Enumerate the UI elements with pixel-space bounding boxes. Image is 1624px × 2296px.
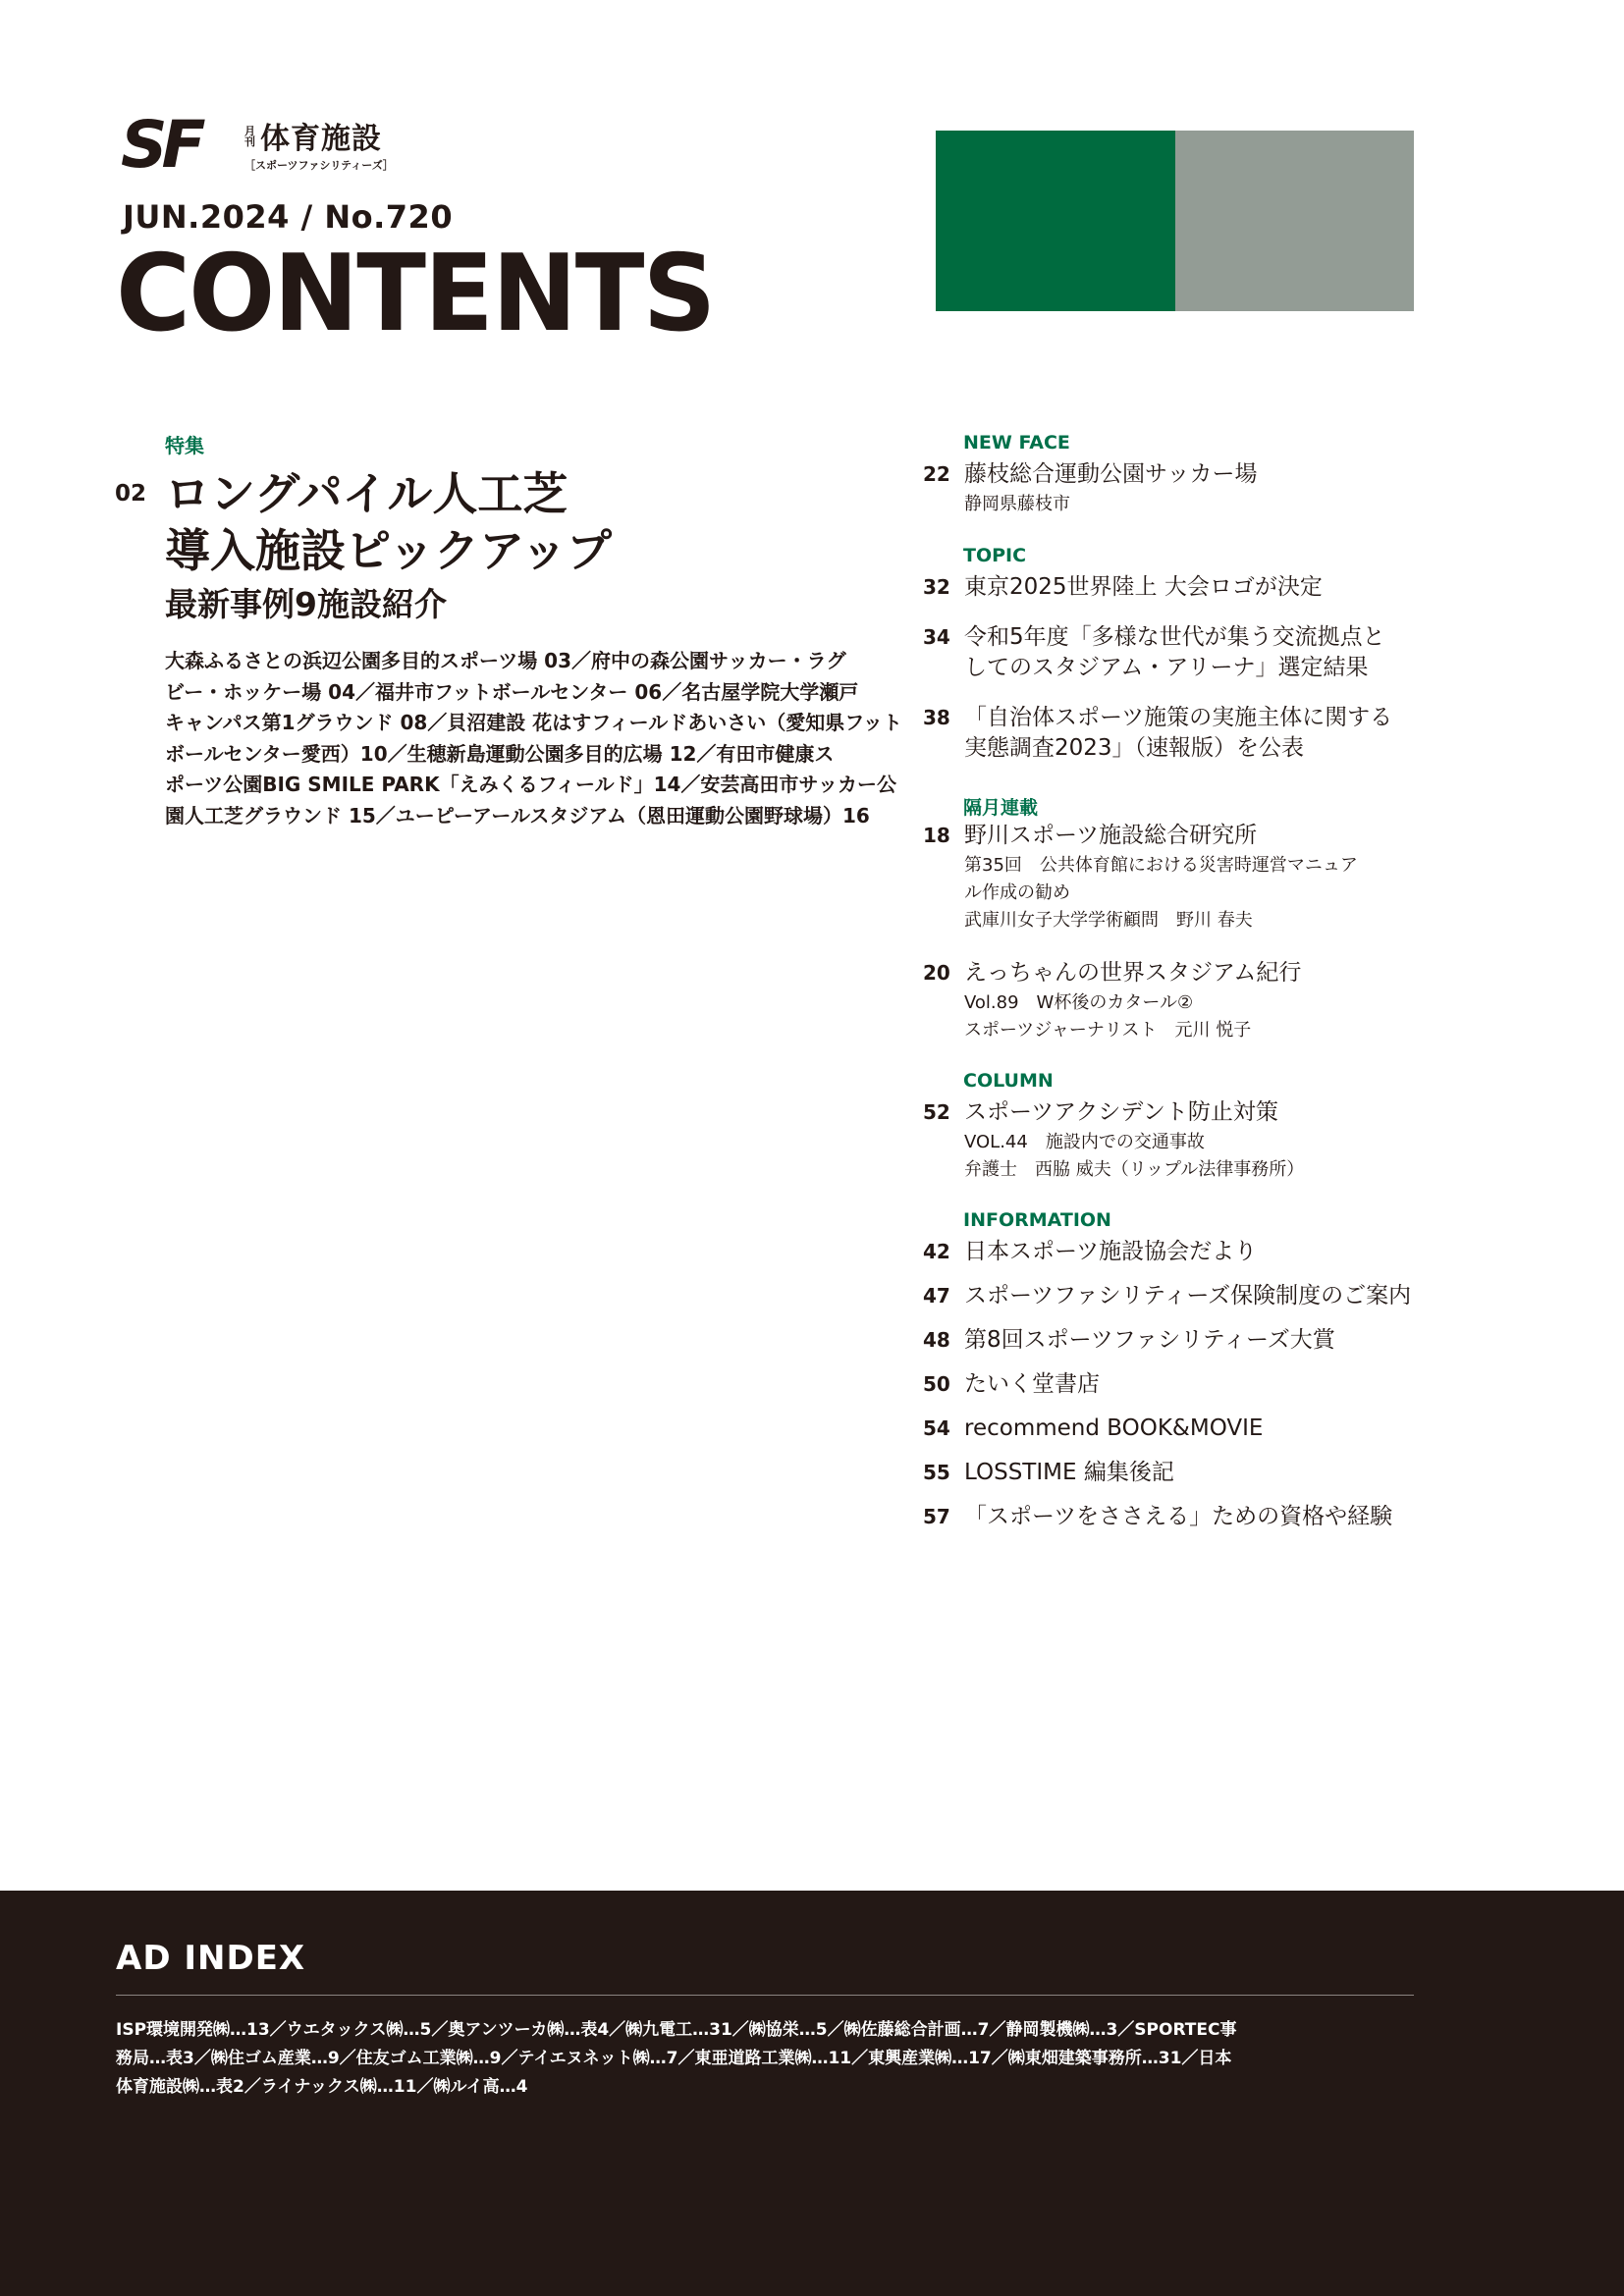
section-label-bimonthly: 隔月連載: [963, 797, 1039, 819]
toc-title-line: してのスタジアム・アリーナ」選定結果: [964, 655, 1369, 680]
feature-title-line: ロングパイル人工芝: [165, 467, 568, 520]
feature-body-line: 園人工芝グラウンド 15／ユーピーアールスタジアム（恩田運動公園野球場）16: [165, 803, 870, 828]
feature-subtitle: 最新事例9施設紹介: [165, 585, 447, 623]
ad-index-list: [116, 2016, 1422, 2102]
toc-page-number: 50: [923, 1372, 950, 1396]
logo-sf-mark: SF: [121, 107, 200, 183]
toc-subtitle: [964, 989, 1251, 1044]
toc-page-number: 47: [923, 1284, 950, 1308]
logo-magazine-name: 体育施設: [260, 122, 382, 156]
toc-subtitle-line: 弁護士 西脇 威夫（リップル法律事務所）: [964, 1159, 1305, 1180]
toc-title: [964, 622, 1385, 683]
toc-page-number: 18: [923, 824, 950, 847]
feature-body-line: ボールセンター愛西）10／生穂新島運動公園多目的広場 12／有田市健康ス: [165, 741, 835, 766]
logo-monthly-label: 月刊: [244, 125, 255, 148]
ad-index-title: AD INDEX: [116, 1939, 306, 1978]
toc-subtitle-line: 第35回 公共体育館における災害時運営マニュア: [964, 855, 1358, 876]
toc-title: 第8回スポーツファシリティーズ大賞: [964, 1327, 1335, 1353]
toc-title: [964, 572, 1323, 603]
page-title: CONTENTS: [116, 233, 715, 355]
feature-body-line: ポーツ公園BIG SMILE PARK「えみくるフィールド」14／安芸高田市サッカー公: [165, 773, 897, 796]
toc-title-line: 「自治体スポーツ施策の実施主体に関する: [964, 705, 1393, 730]
section-label-topic: TOPIC: [963, 545, 1027, 566]
toc-subtitle-line: ル作成の勧め: [964, 882, 1070, 903]
toc-page-number: 52: [923, 1100, 950, 1124]
color-swatch-gray: [1175, 131, 1414, 311]
toc-title: 藤枝総合運動公園サッカー場: [964, 461, 1258, 487]
toc-page-number: 22: [923, 462, 950, 486]
feature-facility-list: [165, 646, 902, 831]
toc-title-line: 実態調査2023」（速報版）を公表: [964, 735, 1305, 761]
toc-subtitle-line: VOL.44 施設内での交通事故: [964, 1132, 1205, 1152]
toc-subtitle: [964, 1129, 1304, 1184]
section-label-information: INFORMATION: [963, 1209, 1111, 1231]
toc-title: recommend BOOK&MOVIE: [964, 1415, 1264, 1441]
toc-title: 野川スポーツ施設総合研究所: [964, 823, 1258, 848]
color-swatch-green: [936, 131, 1175, 311]
toc-title: 「スポーツをささえる」ための資格や経験: [964, 1504, 1393, 1529]
toc-title: スポーツファシリティーズ保険制度のご案内: [964, 1283, 1412, 1308]
ad-index-line: ISP環境開発㈱…13／ウエタックス㈱…5／奥アンツーカ㈱…表4／㈱九電工…31／㈱協栄…5／㈱佐藤総合計画…7／静岡製機㈱…3／SPORTEC事: [116, 2020, 1237, 2040]
toc-title: えっちゃんの世界スタジアム紀行: [964, 960, 1302, 986]
feature-body-line: ビー・ホッケー場 04／福井市フットボールセンター 06／名古屋学院大学瀬戸: [165, 679, 859, 704]
toc-page-number: 48: [923, 1328, 950, 1352]
section-label-new-face: NEW FACE: [963, 432, 1070, 454]
ad-index-line: 務局…表3／㈱住ゴム産業…9／住友ゴム工業㈱…9／テイエヌネット㈱…7／東亜道路工業㈱…11／東興産業㈱…17／㈱東畑建築事務所…31／日本: [116, 2049, 1232, 2068]
toc-page-number: 55: [923, 1461, 950, 1484]
toc-subtitle-line: 武庫川女子大学学術顧問 野川 春夫: [964, 910, 1253, 931]
feature-title: [165, 465, 715, 579]
toc-page-number: 42: [923, 1240, 950, 1263]
ad-index-divider: [116, 1995, 1414, 1996]
toc-page-number: 20: [923, 961, 950, 985]
toc-title: たいく堂書店: [964, 1371, 1100, 1397]
feature-page-number: 02: [115, 481, 147, 507]
logo-subtitle: ［スポーツファシリティーズ］: [244, 159, 394, 172]
feature-body-line: キャンパス第1グラウンド 08／貝沼建設 花はすフィールドあいさい（愛知県フット: [165, 711, 902, 734]
toc-subtitle-line: スポーツジャーナリスト 元川 悦子: [964, 1020, 1252, 1041]
toc-subtitle-line: Vol.89 W杯後のカタール②: [964, 992, 1194, 1013]
toc-page-number: 38: [923, 706, 950, 729]
issue-number: JUN.2024 / No.720: [123, 198, 454, 236]
toc-page-number: 32: [923, 575, 950, 599]
toc-subtitle: [964, 852, 1358, 934]
feature-label: 特集: [165, 434, 204, 457]
section-label-column: COLUMN: [963, 1070, 1054, 1092]
toc-page-number: 57: [923, 1505, 950, 1528]
toc-title: 日本スポーツ施設協会だより: [964, 1239, 1258, 1264]
toc-page-number: 34: [923, 625, 950, 649]
toc-subtitle: 静岡県藤枝市: [964, 494, 1070, 514]
feature-body-line: 大森ふるさとの浜辺公園多目的スポーツ場 03／府中の森公園サッカー・ラグ: [165, 649, 846, 672]
toc-title-line: 令和5年度「多様な世代が集う交流拠点と: [964, 624, 1385, 650]
toc-page-number: 54: [923, 1416, 950, 1440]
ad-index-line: 体育施設㈱…表2／ライナックス㈱…11／㈱ルイ高…4: [116, 2077, 528, 2097]
feature-title-line: 導入施設ピックアップ: [165, 524, 612, 577]
toc-title: [964, 703, 1392, 764]
toc-title: LOSSTIME 編集後記: [964, 1460, 1174, 1485]
toc-title-line: 東京2025世界陸上 大会ロゴが決定: [964, 574, 1323, 600]
toc-title: スポーツアクシデント防止対策: [964, 1099, 1278, 1125]
